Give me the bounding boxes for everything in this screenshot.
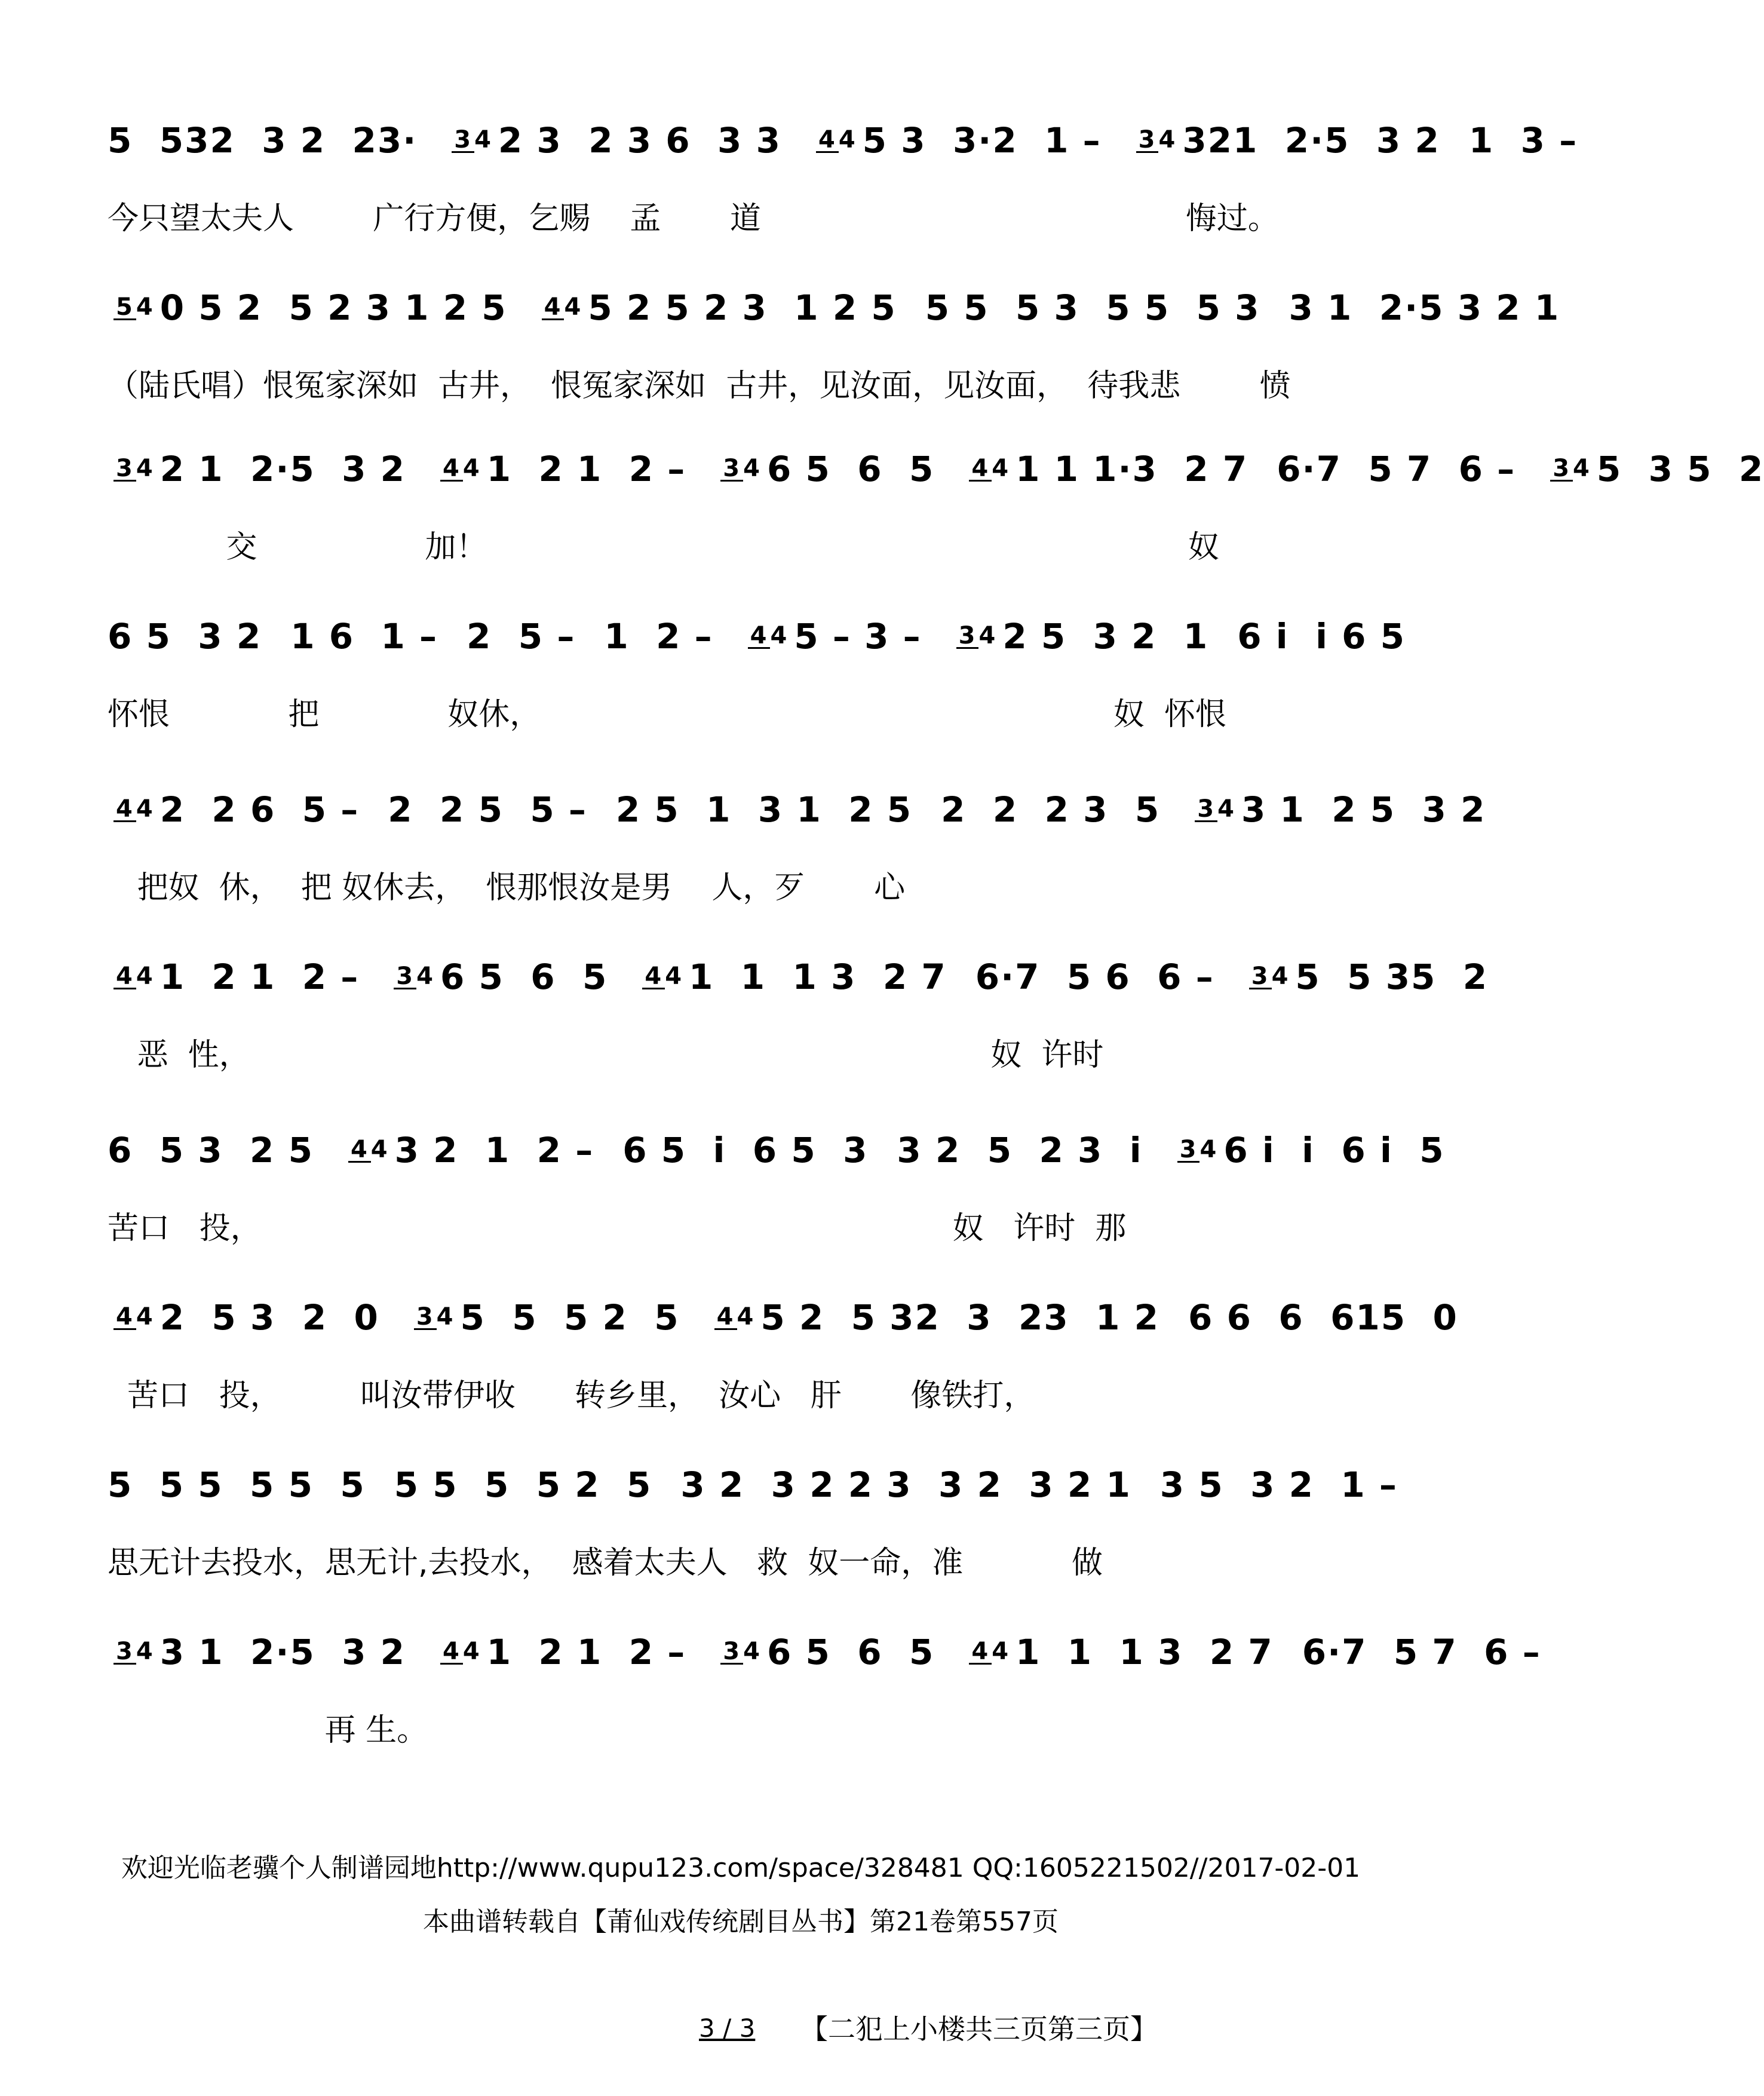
notation-line: [108, 1279, 1458, 1356]
notation-line: [108, 430, 1764, 508]
lyrics-line: 交 加！ 奴: [108, 529, 1219, 565]
lyrics-line: （陆氏唱）恨冤家深如 古井， 恨冤家深如 古井，见汝面，见汝面， 待我悲 愤: [108, 367, 1291, 404]
time-signature-denominator: 4: [978, 621, 997, 649]
note-group: 6 5 3 2: [108, 616, 262, 657]
notation-line: [108, 938, 1489, 1016]
note-group: 321 2·5 3 2: [1182, 120, 1440, 161]
note-group: 5 – 3 –: [794, 616, 922, 657]
notation-line: [108, 597, 1406, 675]
time-signature: [440, 1637, 481, 1665]
time-signature-denominator: 4: [462, 1637, 481, 1665]
note-group: 1 1 1 3 2 7: [689, 957, 947, 997]
note-group: 5 5 35 2: [1295, 957, 1489, 997]
time-signature-denominator: 4: [462, 454, 481, 482]
time-signature-numerator: 4: [113, 798, 136, 822]
note-group: 6·7 5 6 6 –: [975, 957, 1214, 997]
time-signature-numerator: 4: [642, 965, 665, 989]
time-signature-denominator: 4: [370, 1135, 389, 1163]
time-signature: [542, 293, 582, 321]
page-number: [687, 2014, 767, 2043]
lyrics-line: 思无计去投水，思无计,去投水， 感着太夫人 救 奴一命，准 做: [108, 1545, 1103, 1581]
note-group: 5 2 5 32 3 23 1 2: [760, 1297, 1160, 1338]
time-signature-numerator: 3: [1136, 128, 1159, 153]
time-signature-numerator: 3: [414, 1306, 437, 1330]
note-group: 6 i i 6 5: [1237, 616, 1406, 657]
note-group: 2 2 6 5 –: [159, 789, 360, 830]
note-group: 0 5 2 5 2 3 1 2 5: [159, 287, 507, 328]
note-group: 6 5 6 5: [440, 957, 608, 997]
time-signature-denominator: 4: [136, 454, 154, 482]
time-signature-denominator: 4: [992, 1637, 1010, 1665]
note-group: 2 5 1 3 1 2 5: [615, 789, 913, 830]
time-signature-denominator: 4: [743, 454, 761, 482]
note-group: 2 2 2 3 5: [941, 789, 1161, 830]
notation-line: [108, 1613, 1541, 1691]
note-group: 1 2 1 2 –: [159, 957, 360, 997]
notation-line: [108, 269, 1560, 347]
time-signature-denominator: 4: [737, 1303, 755, 1331]
note-group: 2 3 2 3 6 3 3: [498, 120, 781, 161]
note-group: 2 5 3 2 1: [1002, 616, 1209, 657]
time-signature-numerator: 4: [113, 965, 136, 989]
time-signature: [348, 1135, 389, 1163]
time-signature-numerator: 4: [440, 457, 463, 482]
note-group: 2 5 3 2 0: [159, 1297, 379, 1338]
note-group: 1 1 1 3 2 7: [1016, 1632, 1274, 1672]
lyrics-line: 把奴 休， 把 奴休去， 恨那恨汝是男 人，歹 心: [108, 869, 906, 906]
time-signature-denominator: 4: [136, 1637, 154, 1665]
time-signature-numerator: 3: [1550, 457, 1573, 482]
note-group: 1 3 –: [1468, 120, 1578, 161]
time-signature: [113, 293, 154, 321]
time-signature: [1550, 454, 1591, 482]
time-signature-numerator: 4: [748, 624, 771, 649]
time-signature: [720, 454, 761, 482]
notation-line: [108, 771, 1486, 848]
time-signature: [969, 1637, 1010, 1665]
note-group: 1 6 1 –: [290, 616, 438, 657]
note-group: 6 5 6 5: [766, 1632, 935, 1672]
time-signature-numerator: 4: [714, 1306, 737, 1330]
time-signature: [956, 621, 997, 649]
time-signature-denominator: 4: [474, 125, 492, 154]
time-signature-denominator: 4: [136, 962, 154, 990]
time-signature-numerator: 3: [394, 965, 416, 989]
time-signature: [113, 795, 154, 823]
time-signature-denominator: 4: [1573, 454, 1591, 482]
lyrics-line: 恶 性， 奴 许时: [108, 1037, 1104, 1073]
time-signature-denominator: 4: [665, 962, 683, 990]
time-signature: [969, 454, 1010, 482]
time-signature-numerator: 4: [542, 296, 565, 320]
note-group: 3 5 3 2 1 –: [1159, 1464, 1398, 1505]
time-signature-numerator: 3: [720, 1640, 743, 1665]
note-group: 2 2 5 5 –: [388, 789, 587, 830]
lyrics-line: 苦口 投， 奴 许时 那: [108, 1210, 1127, 1246]
time-signature: [394, 962, 434, 990]
time-signature-numerator: 3: [113, 1640, 136, 1665]
time-signature-denominator: 4: [1271, 962, 1290, 990]
time-signature-denominator: 4: [436, 1303, 455, 1331]
note-group: 6 5 3 2 5: [108, 1130, 314, 1170]
note-group: 3 2 5 2 3 i: [897, 1130, 1143, 1170]
time-signature: [1177, 1135, 1218, 1163]
time-signature-denominator: 4: [743, 1637, 761, 1665]
page-number-text: 3 / 3: [699, 2014, 756, 2043]
note-group: 5 3 5 2: [1596, 449, 1764, 489]
note-group: 5 5 5 2 5: [460, 1297, 680, 1338]
time-signature-denominator: 4: [1217, 795, 1235, 823]
time-signature-denominator: 4: [136, 293, 154, 321]
time-signature: [714, 1303, 755, 1331]
time-signature: [452, 125, 492, 154]
note-group: 5 3 3·2 1 –: [862, 120, 1102, 161]
time-signature: [1249, 962, 1290, 990]
time-signature-numerator: 3: [113, 457, 136, 482]
time-signature-numerator: 3: [1249, 965, 1272, 989]
note-group: 2 1 2·5 3 2: [159, 449, 406, 489]
note-group: 1 2 –: [604, 616, 713, 657]
time-signature-denominator: 4: [1158, 125, 1177, 154]
note-group: 6 5 6 5: [766, 449, 935, 489]
note-group: 3 2 1 2 –: [394, 1130, 594, 1170]
time-signature-numerator: 4: [348, 1138, 371, 1163]
time-signature-denominator: 4: [136, 1303, 154, 1331]
footer-source-line: 本曲谱转载自【莆仙戏传统剧目丛书】第21卷第557页: [423, 1907, 1059, 1937]
lyrics-line: 怀恨 把 奴休， 奴 怀恨: [108, 696, 1226, 733]
time-signature-numerator: 3: [1177, 1138, 1200, 1163]
note-group: 5 2 5 2 3 1 2 5: [588, 287, 897, 328]
time-signature-denominator: 4: [136, 795, 154, 823]
notation-line: [108, 102, 1578, 179]
note-group: 3 2 3 2 2 3 3 2 3 2 1: [680, 1464, 1131, 1505]
time-signature: [720, 1637, 761, 1665]
note-group: 6 i i 6 i 5: [1223, 1130, 1445, 1170]
time-signature-numerator: 4: [113, 1306, 136, 1330]
time-signature-numerator: 4: [969, 457, 992, 482]
time-signature-denominator: 4: [992, 454, 1010, 482]
footer-website-line: 欢迎光临老骥个人制谱园地http://www.qupu123.com/space/328481 QQ:1605221502//2017-02-01: [121, 1853, 1361, 1883]
note-group: 2 5 –: [467, 616, 576, 657]
note-group: 1 2 1 2 –: [486, 1632, 686, 1672]
note-group: 3 1 2·5 3 2: [159, 1632, 406, 1672]
time-signature-numerator: 3: [1195, 798, 1217, 822]
note-group: 6·7 5 7 6 –: [1277, 449, 1516, 489]
page-title: 【二犯上小楼共三页第三页】: [800, 2013, 1158, 2045]
note-group: 5 532 3 2 23·: [108, 120, 418, 161]
time-signature: [414, 1303, 455, 1331]
time-signature: [1136, 125, 1177, 154]
note-group: 3 1 2·5 3 2 1: [1289, 287, 1560, 328]
note-group: 5 5 5 5 2 5: [394, 1464, 652, 1505]
time-signature: [642, 962, 683, 990]
time-signature-denominator: 4: [770, 621, 789, 649]
note-group: 1 1 1·3 2 7: [1016, 449, 1248, 489]
lyrics-line: 今只望太夫人 广行方便，乞赐 孟 道 悔过。: [108, 200, 1279, 237]
time-signature-denominator: 4: [564, 293, 582, 321]
time-signature: [816, 125, 857, 154]
time-signature: [748, 621, 789, 649]
time-signature: [113, 1303, 154, 1331]
time-signature-numerator: 3: [720, 457, 743, 482]
note-group: 5 5 5 3 5 5 5 3: [925, 287, 1260, 328]
note-group: 6·7 5 7 6 –: [1302, 1632, 1541, 1672]
note-group: 3 1 2 5 3 2: [1241, 789, 1486, 830]
time-signature: [1195, 795, 1235, 823]
time-signature-numerator: 5: [113, 296, 136, 320]
time-signature-numerator: 3: [956, 624, 979, 649]
time-signature-denominator: 4: [416, 962, 434, 990]
time-signature-numerator: 4: [969, 1640, 992, 1665]
note-group: 1 2 1 2 –: [486, 449, 686, 489]
time-signature-numerator: 3: [452, 128, 474, 153]
time-signature: [113, 454, 154, 482]
notation-line: [108, 1446, 1398, 1524]
time-signature: [113, 1637, 154, 1665]
note-group: 6 5 i 6 5 3: [622, 1130, 869, 1170]
time-signature: [113, 962, 154, 990]
lyrics-line: 苦口 投， 叫汝带伊收 转乡里， 汝心 肝 像铁打，: [108, 1377, 1035, 1414]
notation-line: [108, 1111, 1445, 1189]
note-group: 6 6 6 615 0: [1188, 1297, 1458, 1338]
time-signature-denominator: 4: [838, 125, 857, 154]
time-signature-numerator: 4: [816, 128, 839, 153]
time-signature-numerator: 4: [440, 1640, 463, 1665]
lyrics-line: 再 生。: [108, 1712, 428, 1748]
time-signature: [440, 454, 481, 482]
time-signature-denominator: 4: [1199, 1135, 1218, 1163]
note-group: 5 5 5 5 5 5: [108, 1464, 366, 1505]
